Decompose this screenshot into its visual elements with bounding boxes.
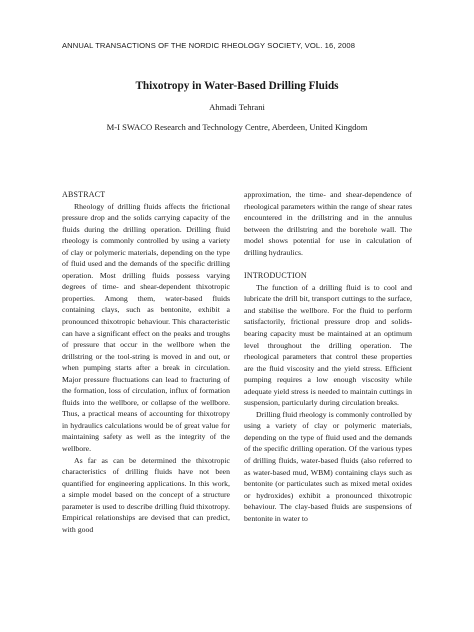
abstract-continuation: approximation, the time- and shear-dependence of rheological parameters within the range of shear rates encountered in the drillstring and in the annulus between the drillstring and the borehole wall. The model shows potential for use in calculation of drilling hydraulics. — [244, 190, 412, 257]
abstract-paragraph-1: Rheology of drilling fluids affects the frictional pressure drop and the solids carrying capacity of the fluids during the drilling operation. Drilling fluid rheology is commonly controlled by using a variety of clay or polymeric materials, depending on the type of fluid used and the demands of the specific drilling operation. Most drilling fluids possess varying degrees of time- and shear-dependent thixotropic properties. Among them, water-based fluids containing clays, such as bentonite, exhibit a pronounced thixotropic behaviour. This characteristic can have a significant effect on the peaks and troughs of pressure that occur in the wellbore when the drillstring or the tool-string is moved in and out, or when pumping starts after a break in circulation. Major pressure fluctuations can lead to fracturing of the formation, loss of circulation, influx of formation fluids into the wellbore, or collapse of the wellbore. Thus, a practical means of accounting for thixotropy in hydraulics calculations would be of great value for maintaining safety as well as the integrity of the wellbore. — [62, 201, 230, 454]
paper-title: Thixotropy in Water-Based Drilling Fluids — [135, 80, 339, 92]
right-column — [244, 189, 412, 524]
abstract-heading: ABSTRACT — [62, 190, 106, 199]
author-affiliation: M-I SWACO Research and Technology Centre, Aberdeen, United Kingdom — [106, 122, 368, 132]
introduction-heading: INTRODUCTION — [244, 271, 307, 281]
running-head: ANNUAL TRANSACTIONS OF THE NORDIC RHEOLOGY SOCIETY, VOL. 16, 2008 — [62, 41, 356, 50]
introduction-paragraph-1: The function of a drilling fluid is to cool and lubricate the drill bit, transport cuttings to the surface, and stabilise the wellbore. For the fluid to perform satisfactorily, frictional pressure drop and solids-bearing capacity must be maintained at an optimum level throughout the drilling operation. The rheological parameters that control these properties are the fluid viscosity and the yield stress. Efficient pumping requires a low enough viscosity while adequate yield stress is needed to maintain cuttings in suspension, particularly during circulation breaks. — [244, 282, 412, 408]
abstract-paragraph-2: As far as can be determined the thixotropic characteristics of drilling fluids have not been quantified for engineering applications. In this work, a simple model based on the concept of a structure parameter is used to describe drilling fluid thixotropy. Empirical relationships are devised that can predict, with good — [62, 455, 230, 534]
introduction-paragraph-2: Drilling fluid rheology is commonly controlled by using a variety of clay or polymeric materials, depending on the type of fluid used and the demands of the specific drilling operation. Of the various types of drilling fluids, water-based fluids (also referred to as water-based mud, WBM) containing clays such as bentonite (or particulates such as mixed metal oxides or hydroxides) exhibit a pronounced thixotropic behaviour. The clay-based fluids are suspensions of bentonite in water to — [244, 409, 412, 523]
left-column — [62, 189, 230, 535]
author-name: Ahmadi Tehrani — [209, 102, 265, 112]
